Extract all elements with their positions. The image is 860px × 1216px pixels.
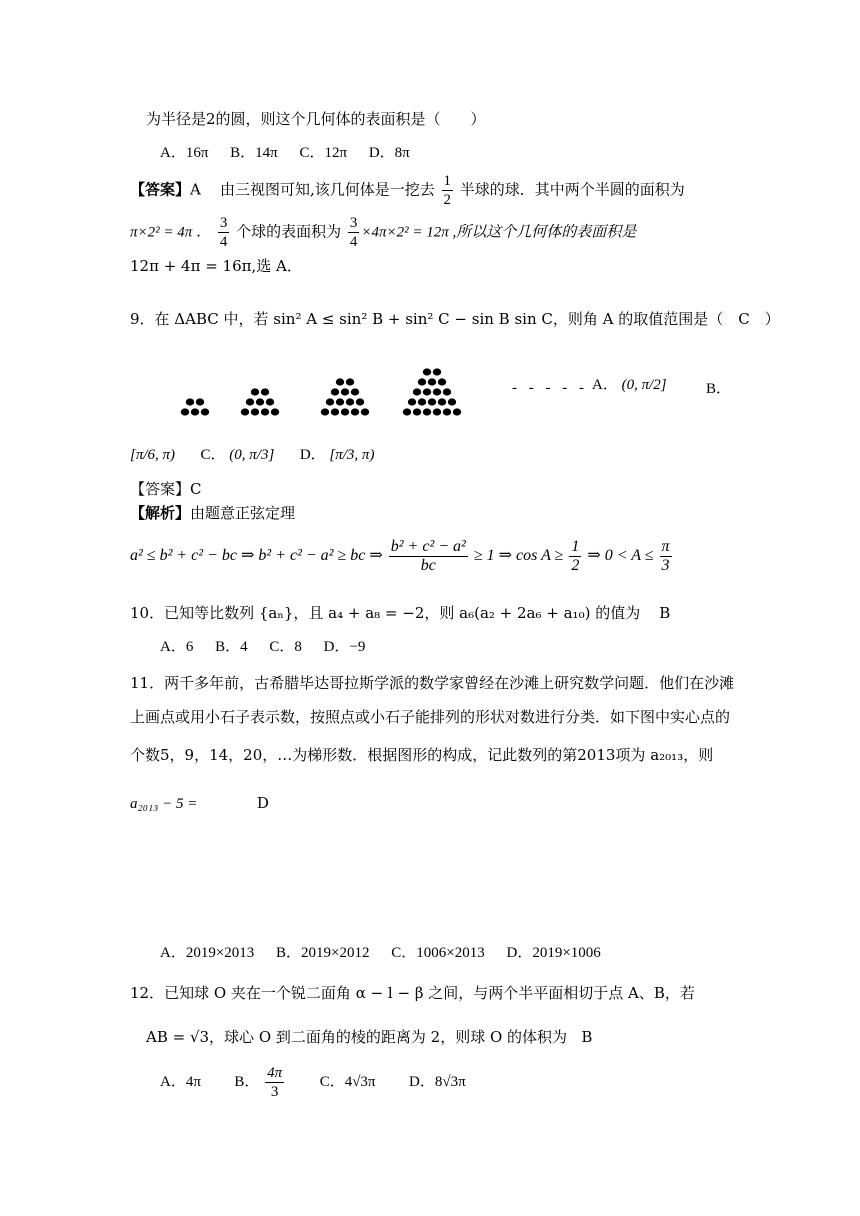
q10-option-a: A．6: [160, 639, 194, 655]
fraction-pi-over-three: $\frac{\pi}{3}$: [661, 538, 670, 574]
dot-fig4: [448, 398, 456, 405]
q8-answer-letter: A: [190, 180, 201, 199]
dot-fig4: [423, 368, 431, 375]
dot-fig3: [336, 398, 344, 405]
q8-expl2b: 个球的表面积为: [236, 222, 342, 241]
q11-line1: 11．两千多年前，古希腊毕达哥拉斯学派的数学家曾经在沙滩上研究数学问题．他们在沙滩: [130, 674, 735, 692]
q10-stem-row: [130, 602, 670, 624]
q9-option-c-value: (0, π/3]: [229, 447, 275, 463]
dot-fig3: [351, 388, 359, 395]
q8-explanation-line3: 12π + 4π = 16π,选 A．: [130, 257, 302, 275]
dot-fig4: [453, 408, 461, 415]
q12-line1: 12．已知球 O 夹在一个锐二面角 α − l − β 之间，与两个半平面相切于点 A、B，若: [130, 984, 695, 1002]
dot-fig4: [428, 398, 436, 405]
dot-fig4: [423, 408, 431, 415]
q9-option-a-label: A．: [592, 377, 618, 393]
q12-option-b-label: B．: [234, 1073, 260, 1090]
dot-fig3: [331, 408, 339, 415]
dot-fig2: [256, 398, 264, 405]
dot-fig3: [346, 378, 354, 385]
dot-fig4: [438, 378, 446, 385]
q8-expl1a: 由三视图可知,该几何体是一挖去: [219, 180, 435, 199]
dot-fig2: [241, 408, 249, 415]
q11-option-b: B．2019×2012: [276, 945, 370, 961]
q12-line2-row: [146, 1026, 592, 1048]
q12-options: [160, 1064, 466, 1101]
fraction-three-quarters-2: $\frac{3}{4}$: [349, 215, 358, 250]
dot-fig2: [251, 408, 259, 415]
dot-fig3: [356, 398, 364, 405]
q9-option-b-label: B．: [706, 381, 732, 397]
q8-options: [160, 142, 410, 164]
q8-expl2a: π×2² = 4π ．: [130, 224, 212, 241]
dot-fig3: [361, 408, 369, 415]
q12-option-a: A．4π: [160, 1073, 201, 1090]
dots-continuation-dashes: - - - - -: [512, 380, 588, 396]
q9-formula-a: a² ≤ b² + c² − bc ⇒ b² + c² − a² ≥ bc ⇒: [130, 547, 383, 565]
q8-expl1b: 半球的球．其中两个半圆的面积为: [459, 180, 685, 199]
q10-option-c: C．8: [269, 639, 302, 655]
answer-tag: 【答案】: [130, 180, 191, 199]
q11-line4: a₂₀₁₃ − 5 =: [130, 796, 198, 812]
q8-option-b: B．14π: [230, 145, 278, 161]
dot-fig4: [418, 398, 426, 405]
q12-answer: B: [581, 1028, 593, 1046]
dot-fig3: [351, 408, 359, 415]
q11-option-d: D．2019×1006: [506, 945, 601, 961]
q12-option-c: C．4√3π: [319, 1073, 376, 1090]
dot-fig4: [443, 388, 451, 395]
q8-option-d: D．8π: [368, 145, 410, 161]
dot-fig4: [428, 378, 436, 385]
q9-formula-c: ⇒ 0 < A ≤: [587, 547, 654, 565]
dot-fig1: [191, 408, 199, 415]
dot-fig4: [403, 408, 411, 415]
dot-fig2: [271, 408, 279, 415]
q8-explanation-line1: [130, 172, 685, 209]
dot-fig3: [321, 408, 329, 415]
dot-fig3: [341, 388, 349, 395]
q9-answer: 【答案】C: [130, 480, 202, 498]
dot-fig4: [423, 388, 431, 395]
dot-fig2: [261, 388, 269, 395]
q11-line4-row: [130, 792, 269, 815]
dot-fig3: [341, 408, 349, 415]
q9-option-a-value: (0, π/2]: [621, 377, 667, 393]
dot-fig3: [346, 398, 354, 405]
q10-stem: 10．已知等比数列 {aₙ}，且 a₄ + a₈ = −2，则 a₆(a₂ + 2a₆ + a₁₀) 的值为: [130, 604, 641, 622]
q12-option-d: D．8√3π: [409, 1073, 466, 1090]
dot-fig1: [181, 408, 189, 415]
q12-line2: AB = √3，球心 O 到二面角的棱的距离为 2，则球 O 的体积为: [146, 1028, 568, 1046]
dot-fig4: [418, 378, 426, 385]
dot-fig4: [413, 388, 421, 395]
q9-option-d-value: [π/3, π): [329, 447, 375, 463]
fraction-one-half: $\frac{1}{2}$: [443, 173, 451, 208]
q11-line3: 个数5，9，14，20，…为梯形数．根据图形的构成，记此数列的第2013项为 a₂₀₁₃，则: [130, 746, 714, 764]
dot-fig2: [261, 408, 269, 415]
fraction-one-half-2: $\frac{1}{2}$: [571, 538, 580, 574]
q9-option-d-label: D．: [299, 447, 326, 463]
dot-fig1: [186, 398, 194, 405]
q12-option-b-fraction: $\frac{4\pi}{3}$: [267, 1065, 283, 1100]
dot-fig4: [443, 408, 451, 415]
q9-option-c-label: C．: [200, 447, 226, 463]
dot-fig4: [413, 408, 421, 415]
q9-analysis-text: 由题意正弦定理: [190, 504, 296, 522]
q11-option-a: A．2019×2013: [160, 945, 255, 961]
dot-fig1: [201, 408, 209, 415]
dot-fig2: [266, 398, 274, 405]
analysis-tag: 【解析】: [130, 504, 191, 522]
fraction-law-of-cosines: $\frac{\text{b² + c² − a²}}{bc}$: [390, 538, 466, 574]
dot-fig2: [246, 398, 254, 405]
q9-analysis: [130, 502, 295, 524]
dot-fig4: [438, 398, 446, 405]
dot-fig3: [326, 398, 334, 405]
q9-formula: [130, 538, 674, 575]
q9-option-a: [592, 374, 667, 396]
q8-expl2c: ×4π×2² = 12π ,所以这个几何体的表面积是: [361, 224, 637, 241]
q10-options: [160, 636, 365, 658]
q11-line2: 上画点或用小石子表示数，按照点或小石子能排列的形状对数进行分类．如下图中实心点的: [130, 708, 731, 726]
q10-option-d: D．−9: [323, 639, 366, 655]
q9-option-b-value: [π/6, π): [130, 447, 176, 463]
dot-fig4: [408, 398, 416, 405]
q11-options: [160, 942, 601, 964]
dot-fig4: [433, 408, 441, 415]
q9-options-row2: [130, 444, 374, 466]
dot-fig3: [331, 388, 339, 395]
q9-formula-b: ≥ 1 ⇒ cos A ≥: [473, 547, 564, 565]
dot-fig1: [196, 398, 204, 405]
dot-fig2: [251, 388, 259, 395]
q8-option-a: A．16π: [160, 145, 209, 161]
dot-fig3: [336, 378, 344, 385]
q11-option-c: C．1006×2013: [391, 945, 485, 961]
q8-explanation-line2: [130, 214, 636, 251]
fraction-three-quarters: $\frac{3}{4}$: [219, 215, 228, 250]
q8-stem: 为半径是2的圆，则这个几何体的表面积是（ ）: [146, 110, 486, 128]
q11-answer: D: [256, 794, 269, 812]
dot-fig4: [433, 368, 441, 375]
q9-stem: 9．在 ΔABC 中，若 sin² A ≤ sin² B + sin² C − sin B sin C，则角 A 的取值范围是（ C ）: [130, 310, 780, 328]
q10-option-b: B．4: [215, 639, 248, 655]
q8-option-c: C．12π: [299, 145, 348, 161]
dot-fig4: [433, 388, 441, 395]
q10-answer: B: [659, 604, 671, 622]
